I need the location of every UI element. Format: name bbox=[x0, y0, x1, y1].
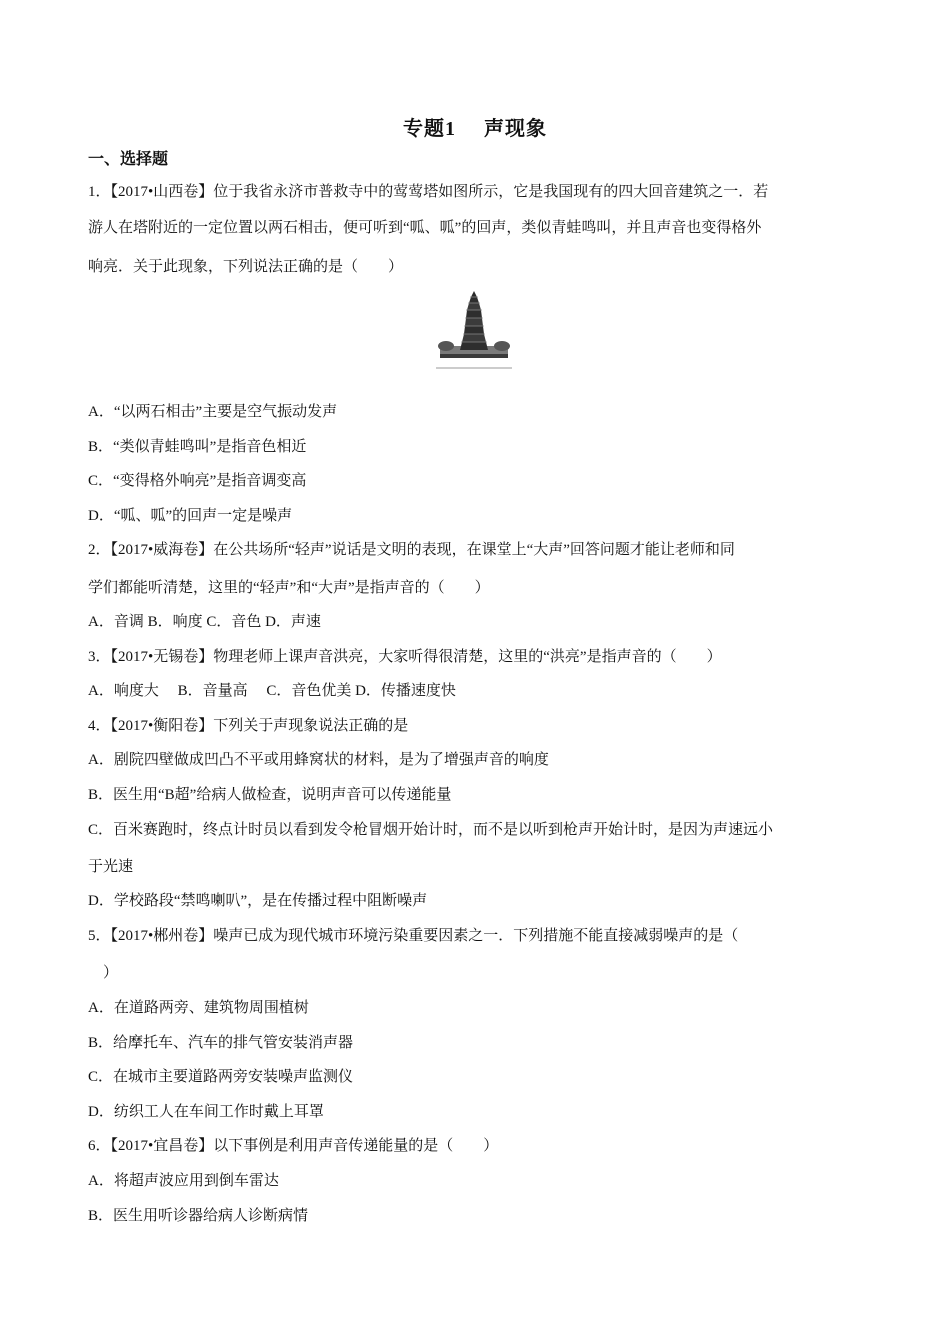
q4-option-b: B．医生用“B超”给病人做检查，说明声音可以传递能量 bbox=[88, 787, 452, 803]
q4-line-1: 4．【2017•衡阳卷】下列关于声现象说法正确的是 bbox=[88, 718, 409, 734]
title-text: 声现象 bbox=[484, 118, 547, 140]
pagoda-figure bbox=[436, 288, 512, 370]
q4-option-c-cont: 于光速 bbox=[88, 859, 134, 875]
q4-option-a: A．剧院四壁做成凹凸不平或用蜂窝状的材料，是为了增强声音的响度 bbox=[88, 752, 549, 768]
title-number: 专题1 bbox=[403, 118, 456, 140]
q2-option-line: A．音调 B．响度 C．音色 D．声速 bbox=[88, 614, 321, 630]
q5-line-1: 5．【2017•郴州卷】噪声已成为现代城市环境污染重要因素之一．下列措施不能直接减弱噪声的是（ bbox=[88, 928, 739, 944]
q6-line-1: 6．【2017•宜昌卷】以下事例是利用声音传递能量的是（ ） bbox=[88, 1138, 499, 1154]
q5-line-2: ） bbox=[88, 965, 119, 981]
q1-line-2: 游人在塔附近的一定位置以两石相击，便可听到“呱、呱”的回声，类似青蛙鸣叫，并且声音也变得格外 bbox=[88, 220, 762, 236]
q6-option-b: B．医生用听诊器给病人诊断病情 bbox=[88, 1208, 309, 1224]
q5-option-b: B．给摩托车、汽车的排气管安装消声器 bbox=[88, 1035, 354, 1051]
q3-option-line: A．响度大 B．音量高 C．音色优美 D．传播速度快 bbox=[88, 683, 456, 699]
page-title bbox=[0, 112, 950, 141]
q1-option-a: A．“以两石相击”主要是空气振动发声 bbox=[88, 404, 338, 420]
section-heading: 一、选择题 bbox=[88, 151, 169, 168]
q5-option-a: A．在道路两旁、建筑物周围植树 bbox=[88, 1000, 309, 1016]
q5-option-d: D．纺织工人在车间工作时戴上耳罩 bbox=[88, 1104, 324, 1120]
q1-option-c: C．“变得格外响亮”是指音调变高 bbox=[88, 473, 307, 489]
q6-option-a: A．将超声波应用到倒车雷达 bbox=[88, 1173, 279, 1189]
q3-line-1: 3．【2017•无锡卷】物理老师上课声音洪亮，大家听得很清楚，这里的“洪亮”是指声音的（ ） bbox=[88, 649, 722, 665]
q5-option-c: C．在城市主要道路两旁安装噪声监测仪 bbox=[88, 1069, 354, 1085]
q4-option-d: D．学校路段“禁鸣喇叭”，是在传播过程中阻断噪声 bbox=[88, 893, 428, 909]
q4-option-c: C．百米赛跑时，终点计时员以看到发令枪冒烟开始计时，而不是以听到枪声开始计时，是因为声速远小 bbox=[88, 822, 774, 838]
q1-option-d: D．“呱、呱”的回声一定是噪声 bbox=[88, 508, 293, 524]
q1-line-1: 1．【2017•山西卷】位于我省永济市普救寺中的莺莺塔如图所示，它是我国现有的四大回音建筑之一．若 bbox=[88, 184, 769, 200]
q2-line-2: 学们都能听清楚，这里的“轻声”和“大声”是指声音的（ ） bbox=[88, 580, 490, 596]
q1-line-3: 响亮．关于此现象，下列说法正确的是（ ） bbox=[88, 259, 404, 275]
q1-option-b: B．“类似青蛙鸣叫”是指音色相近 bbox=[88, 439, 307, 455]
q2-line-1: 2．【2017•威海卷】在公共场所“轻声”说话是文明的表现，在课堂上“大声”回答问题才能让老师和同 bbox=[88, 542, 735, 558]
